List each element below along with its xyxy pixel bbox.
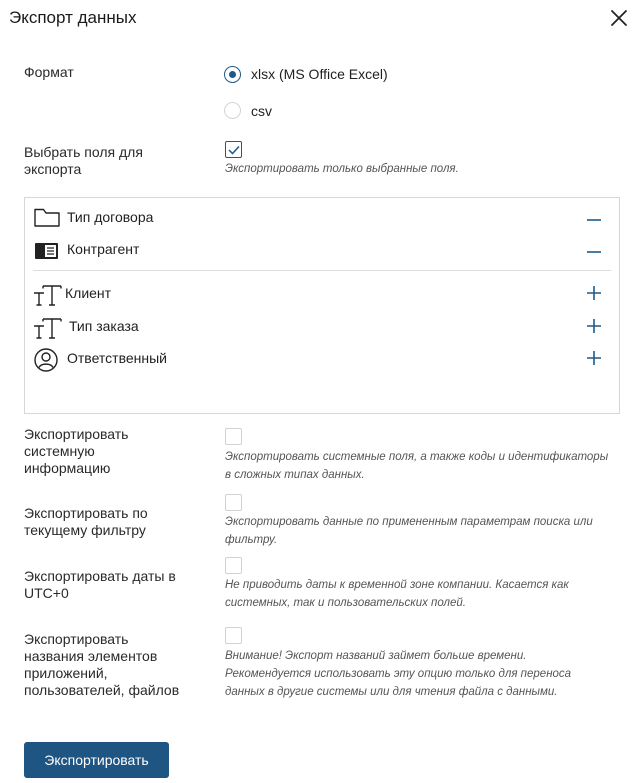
current-filter-checkbox[interactable] (225, 494, 242, 511)
field-name: Клиент (65, 285, 112, 301)
radio-xlsx-label[interactable]: xlsx (MS Office Excel) (251, 66, 388, 82)
select-fields-hint: Экспортировать только выбранные поля. (225, 163, 459, 175)
field-name: Контрагент (67, 241, 140, 257)
text-type-icon (33, 315, 63, 346)
export-names-hint: Внимание! Экспорт названий займет больше времени. Рекомендуется использовать эту опцию только для переноса данных в другие системы или для чтения файла с данными. (225, 650, 572, 698)
fields-list (24, 197, 620, 414)
format-label: Формат (24, 64, 74, 80)
radio-xlsx[interactable] (224, 66, 241, 83)
remove-icon[interactable] (585, 208, 603, 226)
close-icon[interactable] (609, 8, 629, 28)
system-info-label: Экспортировать системную информацию (24, 426, 129, 476)
remove-icon[interactable] (585, 240, 603, 258)
field-row-selected (25, 238, 619, 262)
text-type-icon (33, 282, 63, 313)
export-names-label: Экспортировать названия элементов приложений, пользователей, файлов (24, 631, 180, 698)
current-filter-label: Экспортировать по текущему фильтру (24, 505, 148, 538)
field-row-available (25, 347, 619, 371)
export-button[interactable]: Экспортировать (24, 742, 169, 778)
field-name: Тип договора (67, 209, 154, 225)
system-info-hint: Экспортировать системные поля, а также коды и идентификаторы в сложных типах данных. (225, 451, 609, 481)
utc-dates-label: Экспортировать даты в UTC+0 (24, 568, 176, 601)
field-name: Ответственный (67, 350, 167, 366)
fields-divider (33, 270, 611, 271)
contractor-icon (33, 238, 61, 265)
radio-csv[interactable] (224, 102, 241, 119)
user-icon (33, 347, 59, 378)
utc-dates-checkbox[interactable] (225, 557, 242, 574)
select-fields-label: Выбрать поля для экспорта (24, 144, 143, 177)
system-info-checkbox[interactable] (225, 428, 242, 445)
utc-dates-hint: Не приводить даты к временной зоне компании. Касается как системных, так и пользовательских полей. (225, 579, 569, 609)
folder-icon (33, 206, 61, 233)
export-names-checkbox[interactable] (225, 627, 242, 644)
add-icon[interactable] (585, 317, 603, 335)
radio-csv-label[interactable]: csv (251, 103, 272, 119)
add-icon[interactable] (585, 349, 603, 367)
field-row-selected (25, 206, 619, 230)
field-row-available (25, 282, 619, 306)
select-fields-checkbox[interactable] (225, 141, 242, 158)
add-icon[interactable] (585, 284, 603, 302)
field-name: Тип заказа (69, 318, 139, 334)
dialog-title: Экспорт данных (9, 8, 137, 27)
field-row-available (25, 315, 619, 339)
current-filter-hint: Экспортировать данные по примененным параметрам поиска или фильтру. (225, 516, 593, 546)
